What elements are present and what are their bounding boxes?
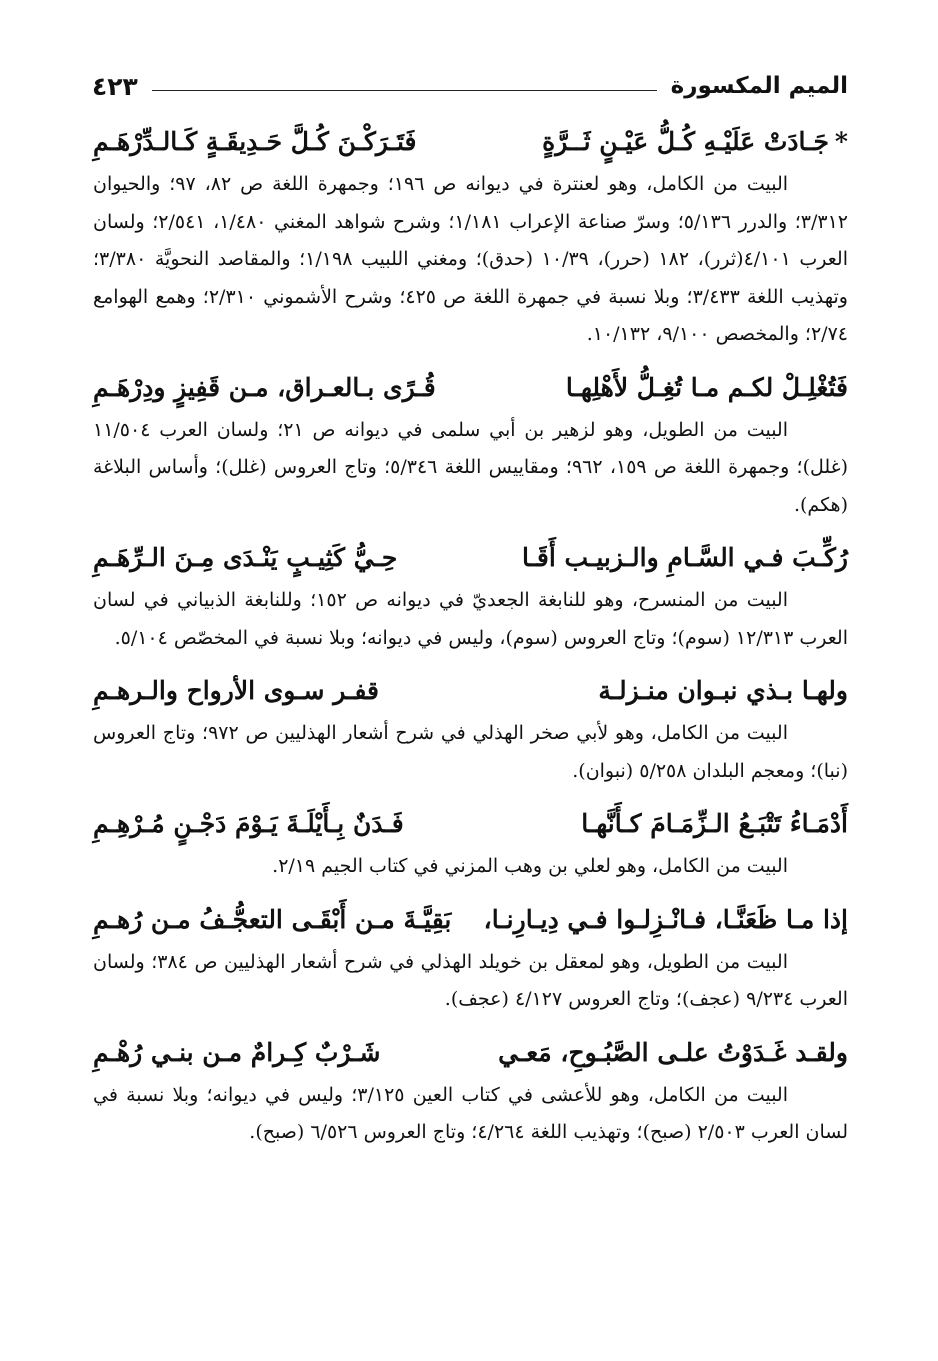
verse-line [93, 1029, 848, 1077]
verse-note: البيت من الكامل، وهو لأبي صخر الهذلي في شرح أشعار الهذليين ص ٩٧٢؛ وتاج العروس (نبا)؛ ومعجم البلدان ٥/٢٥٨ (نبوان). [93, 722, 848, 782]
verse-entry [93, 1029, 848, 1152]
verse-line [93, 667, 848, 715]
verse-line [93, 118, 848, 166]
first-hemistich: رُكِّـبَ فـي السَّـامِ والـزبيـب أَقَـا [521, 543, 848, 572]
verse-line [93, 534, 848, 582]
verse-note: البيت من الكامل، وهو لعنترة في ديوانه ص ١٩٦؛ وجمهرة اللغة ص ٨٢، ٩٧؛ والحيوان ٣/٣١٢؛ والدرر ٥/١٣٦؛ وسرّ صناعة الإعراب ١/١٨١؛ وشرح شواهد المغني ١/٤٨٠، ٢/٥٤١؛ ولسان العرب ٤/١٠١(ثرر)، ١٨٢ (حرر)، ١٠/٣٩ (حدق)؛ ومغني اللبيب ١/١٩٨؛ والمقاصد النحويَّة ٣/٣٨٠؛ وتهذيب اللغة ٣/٤٣٣؛ وبلا نسبة في جمهرة اللغة ص ٤٢٥؛ وشرح الأشموني ٢/٣١٠؛ وهمع الهوامع ٢/٧٤؛ والمخصص ٩/١٠٠، ١٠/١٣٢. [93, 173, 849, 345]
verse-entry [93, 364, 848, 525]
verse-note: البيت من الكامل، وهو لعلي بن وهب المزني في كتاب الجيم ٢/١٩. [272, 855, 788, 877]
first-hemistich: ولهـا بـذي نبـوان منـزلـة [598, 676, 848, 705]
running-header [92, 66, 848, 106]
verse-entry [93, 667, 848, 790]
first-hemistich: ولقـد غَـدَوْتُ علـى الصَّبُـوحِ، مَعـي [498, 1037, 848, 1067]
second-hemistich: شَـرْبٌ كِـرامٌ مـن بنـي رُهْـمِ [93, 1037, 381, 1067]
second-hemistich: فَـدَنٌ بِـأَيْلَـةَ يَـوْمَ دَجْـنٍ مُـرْهِـمِ [93, 809, 404, 838]
first-hemistich: فَتُغْلِـلْ لكـم مـا تُغِـلُّ لأَهْلِهـا [565, 372, 848, 402]
asterisk-icon: * [834, 127, 848, 156]
first-hemistich: أَدْمَـاءُ تَتْبَـعُ الـزِّمَـامَ كـأَنَّهـا [581, 809, 848, 838]
verse-line [93, 364, 848, 412]
verse-line [93, 800, 848, 848]
verse-entry [93, 118, 848, 354]
verse-line [93, 896, 848, 944]
second-hemistich: حِـيُّ كَثِيـبٍ يَنْـدَى مِـنَ الـرِّهَـمِ [93, 543, 398, 572]
chapter-title: الميم المكسورة [670, 73, 848, 99]
page-number: ٤٢٣ [92, 71, 138, 101]
header-rule [152, 90, 657, 91]
verse-note: البيت من الطويل، وهو لزهير بن أبي سلمى في ديوانه ص ٢١؛ ولسان العرب ١١/٥٠٤ (غلل)؛ وجمهرة اللغة ص ١٥٩، ٩٦٢؛ ومقاييس اللغة ٥/٣٤٦؛ وتاج العروس (غلل)؛ وأساس البلاغة (هكم). [93, 418, 849, 516]
verse-entry [93, 534, 848, 657]
second-hemistich: بَقِيَّـةَ مـن أَبْقَـى التعجُّـفُ مـن رُهـمِ [93, 904, 452, 934]
second-hemistich: قفـر سـوى الأرواح والـرهـمِ [93, 676, 379, 705]
first-hemistich-text: جَـادَتْ عَلَيْـهِ كُـلُّ عَيْـنٍ ثَــرَّةٍ [542, 127, 829, 156]
verse-entry [93, 800, 848, 886]
verse-note: البيت من الكامل، وهو للأعشى في كتاب العين ٣/١٢٥؛ وليس في ديوانه؛ وبلا نسبة في لسان العرب ٢/٥٠٣ (صبح)؛ وتهذيب اللغة ٤/٢٦٤؛ وتاج العروس ٦/٥٢٦ (صبح). [93, 1083, 848, 1143]
verse-note: البيت من الطويل، وهو لمعقل بن خويلد الهذلي في شرح أشعار الهذليين ص ٣٨٤؛ ولسان العرب ٩/٢٣٤ (عجف)؛ وتاج العروس ٤/١٢٧ (عجف). [93, 950, 848, 1010]
entries-list [93, 118, 848, 1162]
first-hemistich [542, 118, 848, 166]
first-hemistich: إذا مـا ظَعَنَّـا، فـانْـزِلـوا فـي دِيـارِنـا، [483, 904, 848, 934]
verse-entry [93, 896, 848, 1019]
second-hemistich: فَتَـرَكْـنَ كُـلَّ حَـدِيقَـةٍ كَـالـدِّرْهَـمِ [93, 127, 417, 156]
second-hemistich: قُـرًى بـالعـراق، مـن قَفِيزٍ ودِرْهَـمِ [93, 372, 436, 402]
verse-note: البيت من المنسرح، وهو للنابغة الجعديّ في ديوانه ص ١٥٢؛ وللنابغة الذبياني في لسان العرب ١٢/٣١٣ (سوم)؛ وتاج العروس (سوم)، وليس في ديوانه؛ وبلا نسبة في المخصّص ٥/١٠٤. [93, 589, 848, 649]
